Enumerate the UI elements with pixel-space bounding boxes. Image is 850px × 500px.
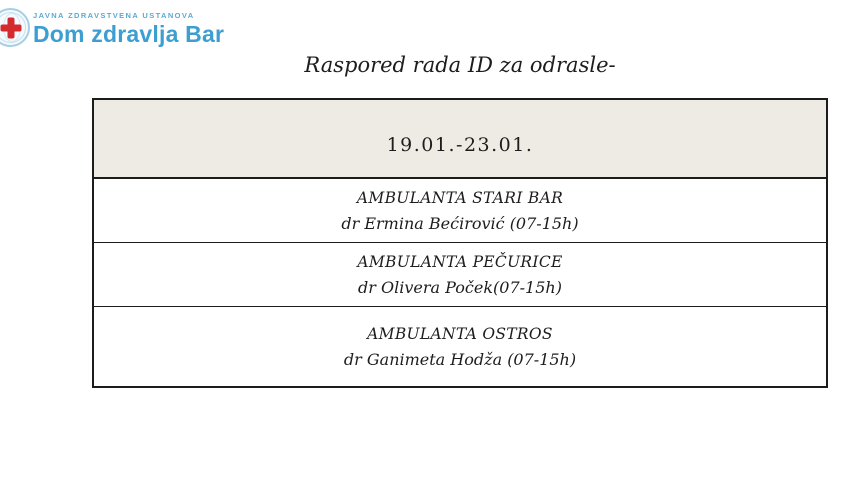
globe-cross-icon bbox=[0, 8, 30, 47]
organization-type-label: JAVNA ZDRAVSTVENA USTANOVA bbox=[33, 11, 195, 20]
page-title: Raspored rada ID za odrasle- bbox=[304, 53, 616, 77]
table-row bbox=[94, 243, 826, 307]
schedule-table bbox=[92, 98, 828, 388]
red-cross-icon bbox=[0, 24, 21, 31]
doctor-schedule: dr Ermina Bećirović (07-15h) bbox=[341, 213, 579, 233]
date-range-header: 19.01.-23.01. bbox=[94, 100, 826, 179]
table-row bbox=[94, 307, 826, 386]
clinic-name: AMBULANTA PEČURICE bbox=[357, 252, 563, 271]
organization-name: Dom zdravlja Bar bbox=[33, 21, 225, 47]
table-row bbox=[94, 179, 826, 243]
doctor-schedule: dr Ganimeta Hodža (07-15h) bbox=[343, 349, 577, 369]
clinic-name: AMBULANTA OSTROS bbox=[367, 324, 553, 343]
logo-text bbox=[33, 11, 224, 48]
doctor-schedule: dr Olivera Poček(07-15h) bbox=[358, 277, 562, 297]
clinic-name: AMBULANTA STARI BAR bbox=[356, 188, 564, 207]
